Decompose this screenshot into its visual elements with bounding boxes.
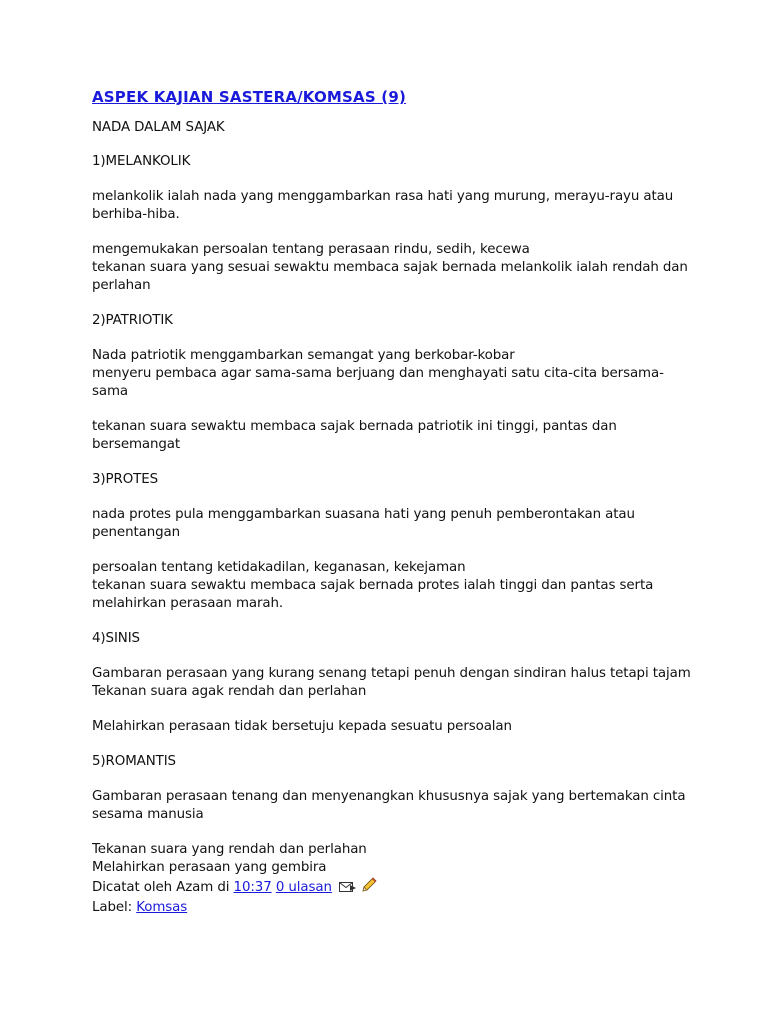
comments-link[interactable]: 0 ulasan: [275, 880, 332, 895]
label-prefix: Label:: [92, 900, 133, 915]
paragraph: [92, 418, 692, 454]
post-meta: [92, 877, 692, 899]
text-line: persoalan tentang ketidakadilan, keganasan, kekejaman: [92, 560, 466, 575]
text-line: mengemukakan persoalan tentang perasaan rindu, sedih, kecewa: [92, 242, 530, 257]
text-line: Nada patriotik menggambarkan semangat yang berkobar-kobar: [92, 348, 515, 363]
text-line: tekanan suara sewaktu membaca sajak bernada protes ialah tinggi dan pantas serta melahirkan perasaan marah.: [92, 578, 654, 611]
text-line: Tekanan suara yang rendah dan perlahan: [92, 842, 367, 857]
text-line: tekanan suara yang sesuai sewaktu membaca sajak bernada melankolik ialah rendah dan perlahan: [92, 260, 688, 293]
section-heading: 3)PROTES: [92, 472, 159, 487]
text-line: Gambaran perasaan yang kurang senang tetapi penuh dengan sindiran halus tetapi tajam: [92, 666, 691, 681]
paragraph: [92, 506, 692, 542]
text-line: Tekanan suara agak rendah dan perlahan: [92, 684, 367, 699]
post-subtitle: NADA DALAM SAJAK: [92, 120, 225, 135]
section-heading: 1)MELANKOLIK: [92, 154, 191, 169]
text-line: tekanan suara sewaktu membaca sajak bernada patriotik ini tinggi, pantas dan bersemangat: [92, 419, 617, 452]
section-heading: 2)PATRIOTIK: [92, 313, 173, 328]
section-heading: 4)SINIS: [92, 631, 140, 646]
post-time-link[interactable]: 10:37: [233, 880, 272, 895]
text-line: melankolik ialah nada yang menggambarkan rasa hati yang murung, merayu-rayu atau berhiba-hiba.: [92, 189, 674, 222]
paragraph: [92, 347, 692, 401]
paragraph: [92, 559, 692, 613]
paragraph: [92, 788, 692, 824]
paragraph: [92, 665, 692, 701]
text-line: Melahirkan perasaan yang gembira: [92, 860, 327, 875]
label-link-komsas[interactable]: Komsas: [136, 900, 188, 915]
post-title[interactable]: ASPEK KAJIAN SASTERA/KOMSAS (9): [92, 88, 407, 106]
text-line: Gambaran perasaan tenang dan menyenangkan khususnya sajak yang bertemakan cinta sesama manusia: [92, 789, 686, 822]
section-heading: 5)ROMANTIS: [92, 754, 176, 769]
post-actions: [339, 877, 377, 899]
blog-post: [92, 88, 692, 917]
text-line: nada protes pula menggambarkan suasana hati yang penuh pemberontakan atau penentangan: [92, 507, 635, 540]
paragraph: [92, 241, 692, 295]
post-labels: [92, 899, 692, 917]
text-line: menyeru pembaca agar sama-sama berjuang dan menghayati satu cita-cita bersama-sama: [92, 366, 664, 399]
text-line: Melahirkan perasaan tidak bersetuju kepada sesuatu persoalan: [92, 719, 512, 734]
paragraph: [92, 188, 692, 224]
post-footer: [92, 841, 692, 917]
posted-by-text: Dicatat oleh Azam di: [92, 880, 230, 895]
email-post-icon[interactable]: [339, 880, 357, 893]
edit-pencil-icon[interactable]: [361, 877, 377, 893]
paragraph: [92, 718, 692, 736]
